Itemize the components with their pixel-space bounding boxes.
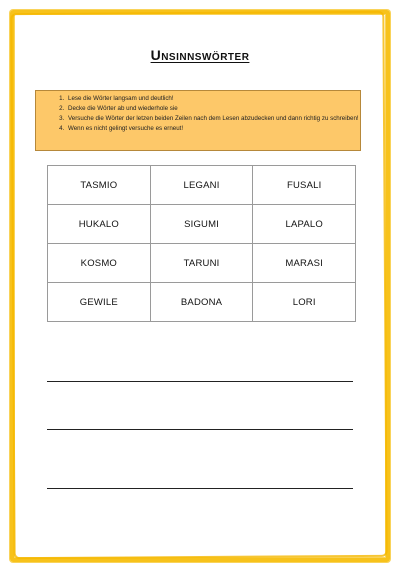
word-cell: HUKALO: [48, 205, 151, 244]
worksheet-title: Unsinnswörter: [150, 47, 250, 63]
word-cell: MARASI: [253, 244, 356, 283]
word-cell: KOSMO: [48, 244, 151, 283]
writing-line: [47, 488, 353, 489]
word-cell: SIGUMI: [150, 205, 253, 244]
word-cell: GEWILE: [48, 283, 151, 322]
word-row: [48, 205, 356, 244]
word-cell: LAPALO: [253, 205, 356, 244]
instructions-list: [36, 95, 360, 133]
word-row: [48, 244, 356, 283]
instruction-item: 2. Decke die Wörter ab und wiederhole sie: [66, 105, 360, 113]
word-cell: TARUNI: [150, 244, 253, 283]
word-cell: LEGANI: [150, 166, 253, 205]
word-cell: LORI: [253, 283, 356, 322]
word-cell: TASMIO: [48, 166, 151, 205]
instruction-item: 3. Versuche die Wörter der letzen beiden Zeilen nach dem Lesen abzudecken und dann richtig zu schreiben!: [66, 115, 360, 123]
instruction-item: 4. Wenn es nicht gelingt versuche es erneut!: [66, 125, 360, 133]
word-cell: FUSALI: [253, 166, 356, 205]
instructions-box: [35, 90, 361, 151]
word-row: [48, 283, 356, 322]
writing-line: [47, 429, 353, 430]
word-row: [48, 166, 356, 205]
instruction-item: 1. Lese die Wörter langsam und deutlich!: [66, 95, 360, 103]
writing-line: [47, 381, 353, 382]
word-grid: [47, 165, 356, 322]
word-cell: BADONA: [150, 283, 253, 322]
